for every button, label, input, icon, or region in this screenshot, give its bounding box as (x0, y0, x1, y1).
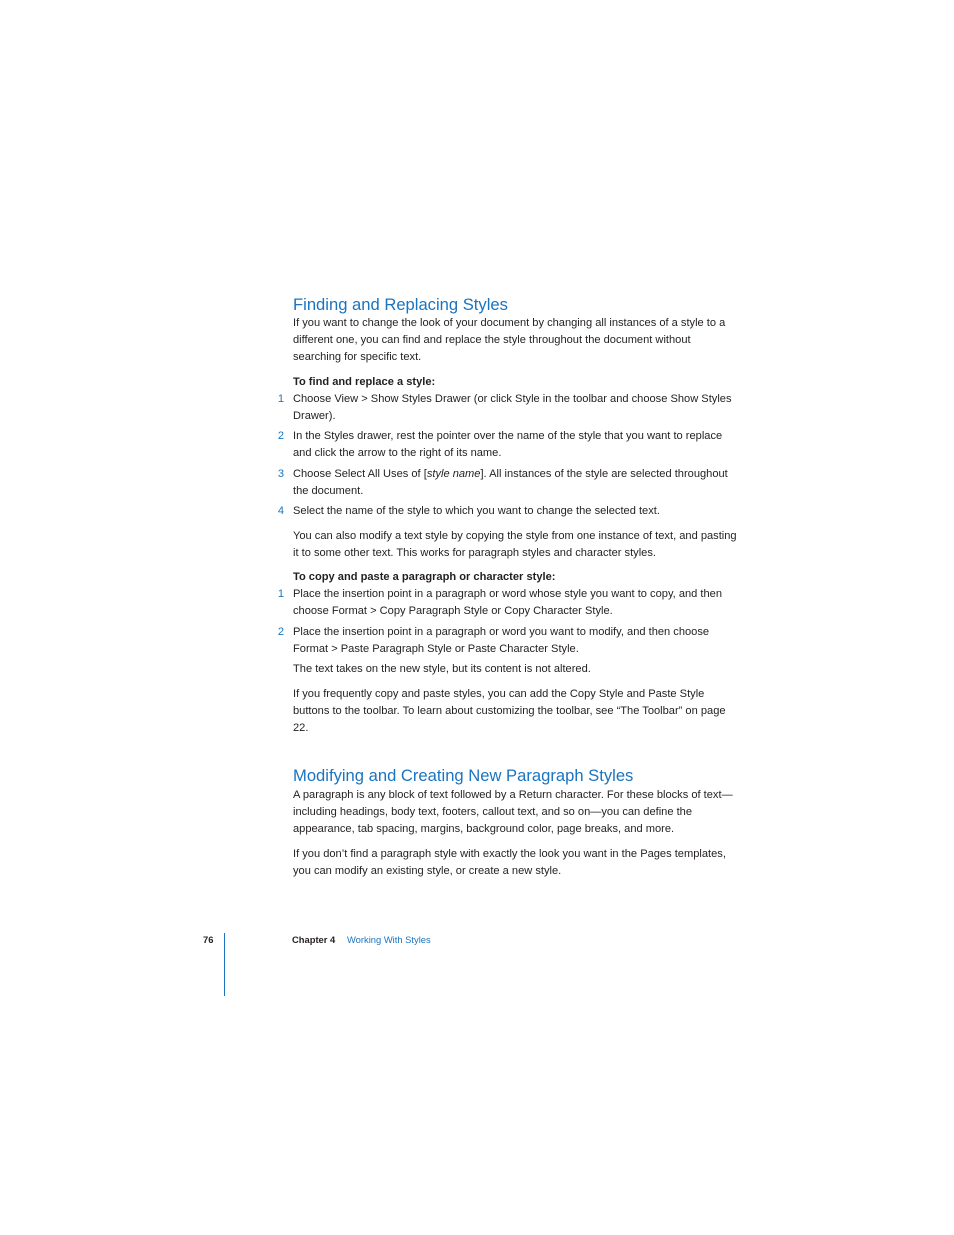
step-number: 2 (277, 430, 285, 442)
step-text (293, 466, 738, 500)
step-number: 1 (277, 393, 285, 405)
footer-chapter-label: Chapter 4 (292, 934, 336, 945)
footer-chapter-title: Working With Styles (347, 934, 431, 945)
footer-divider (224, 933, 225, 996)
page-number: 76 (203, 934, 214, 945)
step-number: 1 (277, 588, 285, 600)
result-paragraph: The text takes on the new style, but its content is not altered. (293, 663, 591, 675)
step-text: Place the insertion point in a paragraph or word whose style you want to copy, and then choose Format > Copy Paragraph Style or Copy Character Style. (293, 588, 723, 618)
section-title-finding-replacing: Finding and Replacing Styles (293, 295, 508, 314)
paragraph-definition: A paragraph is any block of text followed by a Return character. For these blocks of text—including headings, body text, footers, callout text, and so on—you can define the appearance, tab spacing, margins, background color, page breaks, and more. (293, 789, 733, 836)
copy-style-paragraph: You can also modify a text style by copying the style from one instance of text, and pasting it to some other text. This works for paragraph styles and character styles. (293, 530, 737, 560)
step-text-italic: style name (426, 468, 481, 480)
step-text: Place the insertion point in a paragraph or word you want to modify, and then choose Format > Paste Paragraph Style or Paste Character Style. (293, 626, 710, 656)
intro-paragraph: If you want to change the look of your document by changing all instances of a style to a different one, you can find and replace the style throughout the document without searching for specific text. (293, 317, 726, 364)
task-heading-copy-paste: To copy and paste a paragraph or character style: (293, 571, 556, 583)
step-text-after: ]. All instances of the style are selected throughout the document. (293, 468, 728, 498)
paragraph-modify-create: If you don’t find a paragraph style with exactly the look you want in the Pages templates, you can modify an existing style, or create a new style. (293, 848, 726, 878)
step-text-before: Choose Select All Uses of [ (293, 468, 427, 480)
task-heading-find-replace: To find and replace a style: (293, 376, 436, 388)
step-text: In the Styles drawer, rest the pointer over the name of the style that you want to replace and click the arrow to the right of its name. (293, 430, 723, 460)
step-number: 2 (277, 626, 285, 638)
section-title-modifying-creating: Modifying and Creating New Paragraph Styles (293, 766, 634, 785)
toolbar-paragraph: If you frequently copy and paste styles, you can add the Copy Style and Paste Style buttons to the toolbar. To learn about customizing the toolbar, see “The Toolbar” on page 22. (293, 688, 726, 735)
step-text: Select the name of the style to which you want to change the selected text. (293, 505, 660, 517)
step-number: 3 (277, 468, 285, 480)
step-text: Choose View > Show Styles Drawer (or click Style in the toolbar and choose Show Styles Drawer). (293, 393, 732, 423)
step-number: 4 (277, 505, 285, 517)
